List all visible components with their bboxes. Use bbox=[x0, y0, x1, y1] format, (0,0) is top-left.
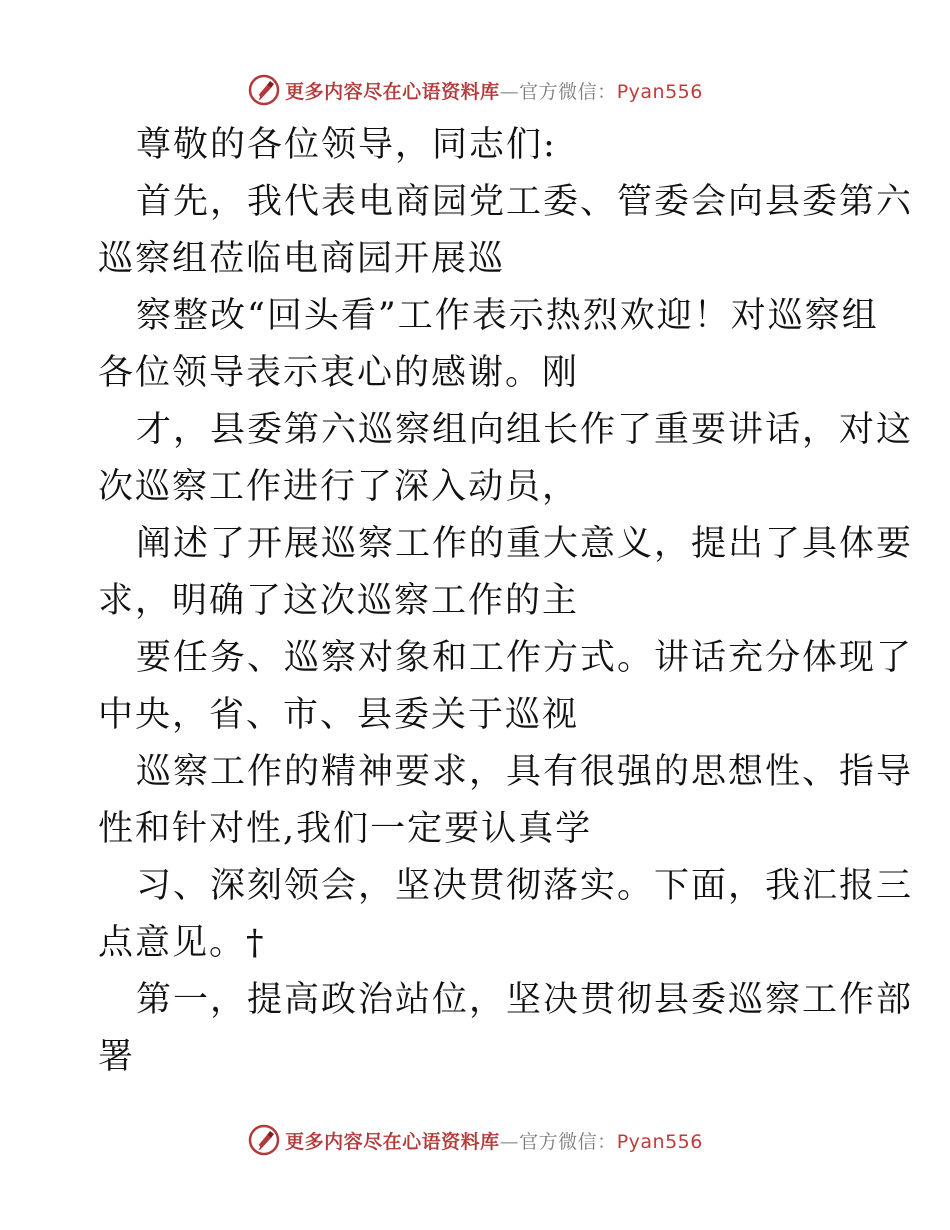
watermark-contact-label: 官方微信： bbox=[519, 1130, 617, 1153]
watermark-text bbox=[285, 1127, 703, 1154]
pen-logo-icon bbox=[247, 73, 281, 107]
text-line-12: 巡察工作的精神要求，具有很强的思想性、指导 bbox=[136, 752, 914, 792]
text-line-8: 阐述了开展巡察工作的重大意义，提出了具体要 bbox=[136, 524, 914, 564]
watermark-separator: — bbox=[499, 1130, 520, 1153]
text-line-11: 中央，省、市、县委关于巡视 bbox=[98, 695, 580, 735]
document-body bbox=[98, 117, 914, 1086]
text-line-2: 首先，我代表电商园党工委、管委会向县委第六 bbox=[136, 182, 914, 222]
text-line-10: 要任务、巡察对象和工作方式。讲话充分体现了 bbox=[136, 638, 914, 678]
text-line-3: 巡察组莅临电商园开展巡 bbox=[98, 239, 506, 279]
watermark-text bbox=[285, 77, 703, 104]
watermark-wechat-id: Pyan556 bbox=[616, 80, 703, 103]
text-line-14: 习、深刻领会，坚决贯彻落实。下面，我汇报三 bbox=[136, 866, 914, 906]
watermark-brand: 更多内容尽在心语资料库 bbox=[285, 1130, 500, 1153]
watermark-wechat-id: Pyan556 bbox=[616, 1130, 703, 1153]
text-line-7: 次巡察工作进行了深入动员， bbox=[98, 467, 580, 507]
watermark-banner-top bbox=[0, 72, 950, 108]
text-line-4: 察整改“回头看”工作表示热烈欢迎！对巡察组 bbox=[136, 296, 879, 336]
watermark-brand: 更多内容尽在心语资料库 bbox=[285, 80, 500, 103]
watermark-separator: — bbox=[499, 80, 520, 103]
text-line-6: 才，县委第六巡察组向组长作了重要讲话，对这 bbox=[136, 410, 914, 450]
text-line-1: 尊敬的各位领导，同志们: bbox=[136, 125, 557, 165]
text-line-16: 第一，提高政治站位，坚决贯彻县委巡察工作部 bbox=[136, 980, 914, 1020]
text-line-13: 性和针对性,我们一定要认真学 bbox=[98, 809, 593, 849]
text-line-5: 各位领导表示衷心的感谢。刚 bbox=[98, 353, 580, 393]
pen-logo-icon bbox=[247, 1123, 281, 1157]
watermark-banner-bottom bbox=[0, 1122, 950, 1158]
text-line-9: 求，明确了这次巡察工作的主 bbox=[98, 581, 580, 621]
watermark-contact-label: 官方微信： bbox=[519, 80, 617, 103]
text-line-17: 署 bbox=[98, 1037, 136, 1077]
text-line-15: 点意见。† bbox=[98, 923, 266, 963]
